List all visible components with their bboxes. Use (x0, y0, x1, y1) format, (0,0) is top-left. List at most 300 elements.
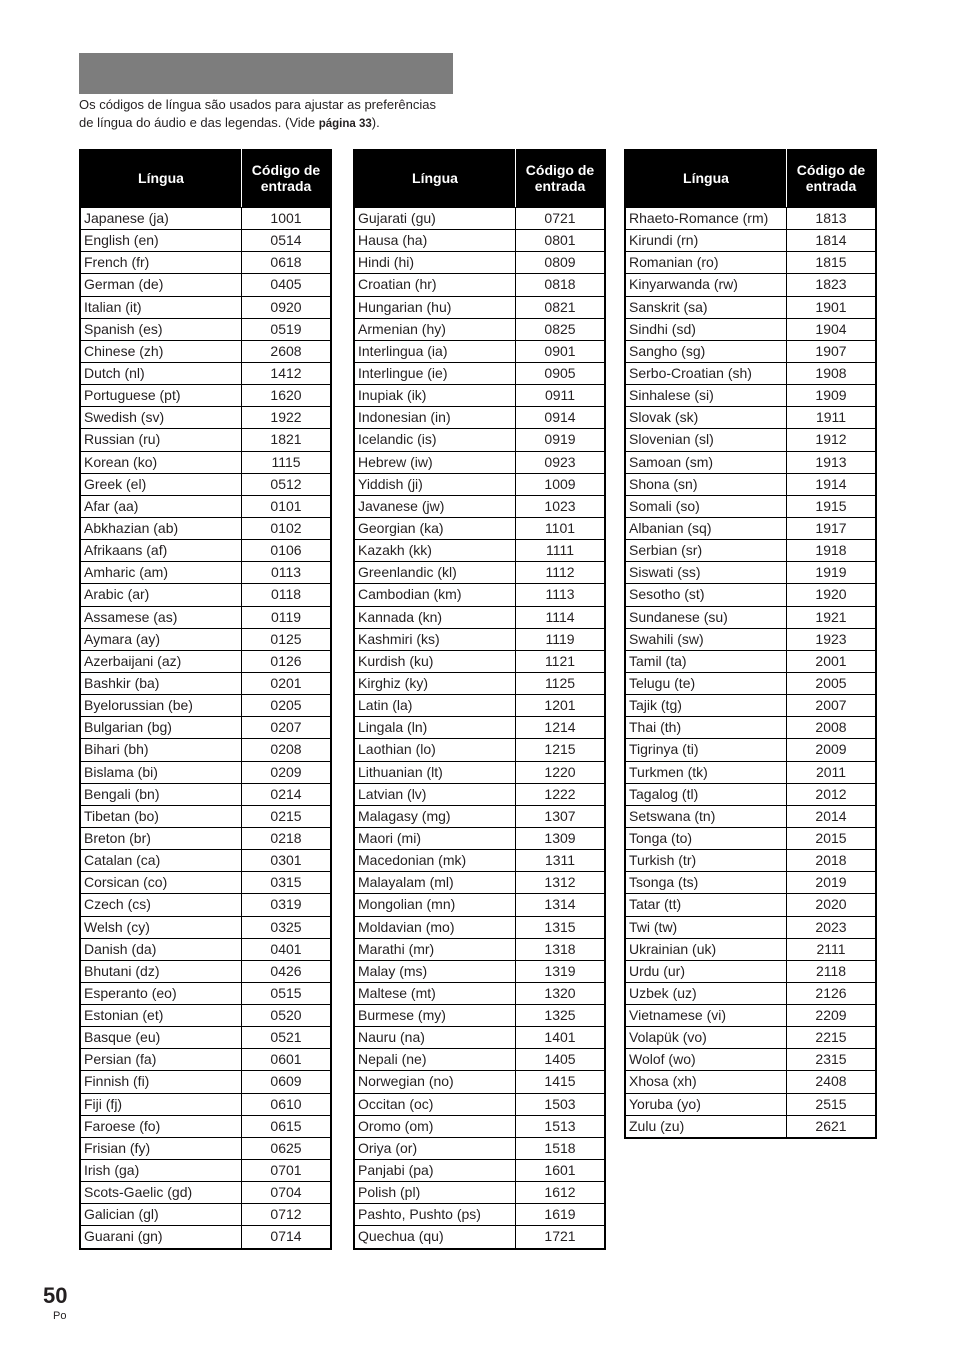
language-name: Kashmiri (ks) (358, 630, 440, 647)
language-code: 1309 (515, 828, 604, 849)
table-row (355, 1137, 604, 1159)
language-code: 1721 (515, 1226, 604, 1247)
language-name: Interlingua (ia) (358, 342, 448, 359)
language-name: Polish (pl) (358, 1184, 421, 1201)
language-name: Greenlandic (kl) (358, 564, 457, 581)
table-row (81, 1203, 330, 1225)
language-code: 1814 (786, 230, 875, 251)
language-name: Hungarian (hu) (358, 298, 452, 315)
intro-line-2-post: ). (371, 114, 380, 130)
language-code: 1315 (515, 917, 604, 938)
table-row (626, 960, 875, 982)
language-code: 0610 (241, 1094, 330, 1115)
language-name: Burmese (my) (358, 1007, 446, 1024)
language-name: Telugu (te) (629, 674, 696, 691)
language-code: 1314 (515, 894, 604, 915)
table-row (355, 1159, 604, 1181)
language-name: Yiddish (ji) (358, 475, 423, 492)
table-row (626, 473, 875, 495)
language-name: Estonian (et) (84, 1007, 164, 1024)
language-name: Oromo (om) (358, 1117, 434, 1134)
language-name: Sindhi (sd) (629, 320, 696, 337)
language-name: Tsonga (ts) (629, 874, 699, 891)
table-row (355, 1093, 604, 1115)
language-code: 0315 (241, 872, 330, 893)
language-name: Basque (eu) (84, 1029, 161, 1046)
language-name: Kirghiz (ky) (358, 674, 429, 691)
table-row (355, 960, 604, 982)
table-row (355, 1181, 604, 1203)
language-code: 1911 (786, 407, 875, 428)
language-code: 0901 (515, 341, 604, 362)
language-name: Tamil (ta) (629, 652, 687, 669)
language-code: 1121 (515, 651, 604, 672)
language-name: Serbian (sr) (629, 542, 703, 559)
table-row (81, 1159, 330, 1181)
language-code: 1113 (515, 584, 604, 605)
table-row (81, 1093, 330, 1115)
language-code: 0208 (241, 739, 330, 760)
language-name: Norwegian (no) (358, 1073, 454, 1090)
table-row (626, 1115, 875, 1137)
language-code: 0905 (515, 363, 604, 384)
language-name: Thai (th) (629, 719, 682, 736)
language-name: Czech (cs) (84, 896, 151, 913)
language-name: Indonesian (in) (358, 409, 451, 426)
table-row (355, 273, 604, 295)
table-row (355, 207, 604, 229)
language-code: 1913 (786, 452, 875, 473)
language-code: 1917 (786, 518, 875, 539)
table-row (355, 318, 604, 340)
table-row (355, 916, 604, 938)
language-name: Kazakh (kk) (358, 542, 432, 559)
language-code: 2621 (786, 1116, 875, 1137)
language-code: 1311 (515, 850, 604, 871)
table-row (81, 827, 330, 849)
language-code: 0818 (515, 274, 604, 295)
language-name: Nauru (na) (358, 1029, 425, 1046)
table-header (81, 149, 330, 207)
table-row (81, 340, 330, 362)
language-name: Malayalam (ml) (358, 874, 454, 891)
table-row (81, 716, 330, 738)
language-name: Aymara (ay) (84, 630, 160, 647)
table-row (81, 694, 330, 716)
language-name: Turkish (tr) (629, 852, 697, 869)
language-code: 2005 (786, 673, 875, 694)
language-name: Quechua (qu) (358, 1228, 444, 1245)
language-name: Tonga (to) (629, 829, 693, 846)
language-name: Faroese (fo) (84, 1117, 161, 1134)
language-name: Malay (ms) (358, 962, 428, 979)
language-name: Persian (fa) (84, 1051, 157, 1068)
language-code: 1620 (241, 385, 330, 406)
table-row (81, 207, 330, 229)
table-row (626, 672, 875, 694)
table-row (81, 1137, 330, 1159)
language-name: Tibetan (bo) (84, 807, 159, 824)
language-name: Bulgarian (bg) (84, 719, 172, 736)
column-header-language: Língua (138, 170, 184, 186)
language-code: 0401 (241, 939, 330, 960)
language-code: 1919 (786, 562, 875, 583)
language-name: Vietnamese (vi) (629, 1007, 727, 1024)
table-row (81, 628, 330, 650)
language-code: 1513 (515, 1116, 604, 1137)
table-row (81, 849, 330, 871)
language-code: 1415 (515, 1071, 604, 1092)
language-code: 2023 (786, 917, 875, 938)
language-name: Lithuanian (lt) (358, 763, 443, 780)
table-row (626, 938, 875, 960)
language-name: Setswana (tn) (629, 807, 716, 824)
language-code: 2515 (786, 1094, 875, 1115)
language-code: 2020 (786, 894, 875, 915)
table-row (81, 871, 330, 893)
language-name: Japanese (ja) (84, 210, 169, 226)
language-name: Fiji (fj) (84, 1095, 123, 1112)
language-code: 0618 (241, 252, 330, 273)
language-name: Maori (mi) (358, 829, 421, 846)
table-row (81, 428, 330, 450)
language-name: Malagasy (mg) (358, 807, 451, 824)
language-code: 2408 (786, 1071, 875, 1092)
language-name: Romanian (ro) (629, 254, 719, 271)
language-code: 1220 (515, 762, 604, 783)
column-header-language: Língua (412, 170, 458, 186)
table-row (626, 207, 875, 229)
table-row (626, 340, 875, 362)
table-row (626, 318, 875, 340)
table-row (626, 738, 875, 760)
table-row (626, 428, 875, 450)
language-name: Kirundi (rn) (629, 232, 699, 249)
language-name: Abkhazian (ab) (84, 519, 179, 536)
language-name: Swedish (sv) (84, 409, 165, 426)
language-name: Somali (so) (629, 497, 700, 514)
table-row (81, 738, 330, 760)
column-header-language: Língua (683, 170, 729, 186)
table-row (81, 783, 330, 805)
language-name: Spanish (es) (84, 320, 163, 337)
language-code: 1319 (515, 961, 604, 982)
language-name: Afrikaans (af) (84, 542, 168, 559)
language-name: Shona (sn) (629, 475, 698, 492)
table-header (626, 149, 875, 207)
table-row (355, 738, 604, 760)
language-name: Uzbek (uz) (629, 984, 697, 1001)
table-row (81, 517, 330, 539)
language-code: 0521 (241, 1027, 330, 1048)
table-row (355, 672, 604, 694)
table-row (355, 362, 604, 384)
language-name: Portuguese (pt) (84, 387, 181, 404)
language-code: 2315 (786, 1049, 875, 1070)
language-code: 1612 (515, 1182, 604, 1203)
language-name: Greek (el) (84, 475, 147, 492)
language-name: Sanskrit (sa) (629, 298, 708, 315)
table-row (81, 938, 330, 960)
table-row (81, 761, 330, 783)
language-name: Finnish (fi) (84, 1073, 150, 1090)
table-row (355, 495, 604, 517)
language-code: 0609 (241, 1071, 330, 1092)
table-row (626, 495, 875, 517)
language-code: 0102 (241, 518, 330, 539)
table-row (626, 1026, 875, 1048)
table-row (626, 628, 875, 650)
language-name: English (en) (84, 232, 159, 249)
language-name: Macedonian (mk) (358, 852, 467, 869)
table-row (81, 251, 330, 273)
table-row (81, 451, 330, 473)
table-row (355, 428, 604, 450)
language-name: Bengali (bn) (84, 785, 160, 802)
table-row (355, 716, 604, 738)
page-reference: página 33 (318, 117, 372, 130)
language-code: 1922 (241, 407, 330, 428)
table-row (81, 916, 330, 938)
language-name: Bislama (bi) (84, 763, 158, 780)
table-row (355, 871, 604, 893)
language-name: Irish (ga) (84, 1162, 140, 1179)
language-name: Maltese (mt) (358, 984, 436, 1001)
table-row (81, 539, 330, 561)
language-code: 2126 (786, 983, 875, 1004)
language-name: Icelandic (is) (358, 431, 437, 448)
language-name: Tagalog (tl) (629, 785, 699, 802)
column-header-code: Código de entrada (241, 149, 330, 207)
language-code: 1115 (241, 452, 330, 473)
language-name: Catalan (ca) (84, 852, 161, 869)
language-code: 0209 (241, 762, 330, 783)
table-row (355, 761, 604, 783)
language-name: Serbo-Croatian (sh) (629, 364, 752, 381)
language-name: Xhosa (xh) (629, 1073, 697, 1090)
language-name: Dutch (nl) (84, 364, 145, 381)
language-code: 0712 (241, 1204, 330, 1225)
language-name: Hausa (ha) (358, 232, 428, 249)
table-row (626, 650, 875, 672)
table-row (81, 982, 330, 1004)
language-name: Croatian (hr) (358, 276, 437, 293)
language-name: Bashkir (ba) (84, 674, 160, 691)
table-header (355, 149, 604, 207)
table-row (81, 384, 330, 406)
language-code: 2608 (241, 341, 330, 362)
language-name: Byelorussian (be) (84, 697, 193, 714)
language-name: Albanian (sq) (629, 519, 712, 536)
language-code: 1813 (786, 208, 875, 229)
language-name: Swahili (sw) (629, 630, 704, 647)
table-row (81, 805, 330, 827)
language-code: 0809 (515, 252, 604, 273)
language-code: 1215 (515, 739, 604, 760)
language-code: 0601 (241, 1049, 330, 1070)
language-code: 2008 (786, 717, 875, 738)
language-code: 1914 (786, 474, 875, 495)
language-name: Tatar (tt) (629, 896, 682, 913)
language-code: 0919 (515, 429, 604, 450)
language-name: Sesotho (st) (629, 586, 705, 603)
table-row (626, 849, 875, 871)
language-code: 0319 (241, 894, 330, 915)
language-name: Samoan (sm) (629, 453, 714, 470)
language-name: Cambodian (km) (358, 586, 462, 603)
language-code: 0825 (515, 319, 604, 340)
language-name: Afar (aa) (84, 497, 139, 514)
language-code: 2209 (786, 1005, 875, 1026)
table-row (355, 982, 604, 1004)
language-code: 0721 (515, 208, 604, 229)
language-code: 1909 (786, 385, 875, 406)
language-name: Bhutani (dz) (84, 962, 160, 979)
language-code: 2018 (786, 850, 875, 871)
table-row (355, 384, 604, 406)
table-row (81, 606, 330, 628)
language-code: 1923 (786, 629, 875, 650)
language-code: 1325 (515, 1005, 604, 1026)
language-code: 0801 (515, 230, 604, 251)
language-code: 1318 (515, 939, 604, 960)
language-code: 0625 (241, 1138, 330, 1159)
table-row (355, 296, 604, 318)
language-name: Zulu (zu) (629, 1117, 685, 1134)
language-code: 1125 (515, 673, 604, 694)
language-code: 1518 (515, 1138, 604, 1159)
language-code: 1101 (515, 518, 604, 539)
language-name: Italian (it) (84, 298, 142, 315)
language-name: Georgian (ka) (358, 519, 444, 536)
intro-line-1: Os códigos de língua são usados para ajustar as preferências (79, 97, 436, 112)
language-name: Inupiak (ik) (358, 387, 427, 404)
language-code: 2118 (786, 961, 875, 982)
table-row (81, 1181, 330, 1203)
table-row (355, 1203, 604, 1225)
table-row (626, 384, 875, 406)
language-name: Kinyarwanda (rw) (629, 276, 738, 293)
intro-line-2 (79, 114, 469, 134)
language-name: Corsican (co) (84, 874, 168, 891)
language-code: 1201 (515, 695, 604, 716)
language-name: Nepali (ne) (358, 1051, 427, 1068)
intro-line-2-pre: de língua do áudio e das legendas. (Vide (79, 114, 319, 130)
language-code: 1823 (786, 274, 875, 295)
table-row (626, 406, 875, 428)
language-code: 1307 (515, 806, 604, 827)
language-code: 0207 (241, 717, 330, 738)
language-name: Chinese (zh) (84, 342, 164, 359)
table-row (626, 362, 875, 384)
language-name: Pashto, Pushto (ps) (358, 1206, 481, 1223)
language-code: 1921 (786, 607, 875, 628)
language-code: 1222 (515, 784, 604, 805)
language-code: 1920 (786, 584, 875, 605)
language-name: Volapük (vo) (629, 1029, 707, 1046)
language-code: 1412 (241, 363, 330, 384)
table-row (81, 1048, 330, 1070)
language-code: 1503 (515, 1094, 604, 1115)
language-code-table-2 (353, 149, 606, 1250)
language-code: 0701 (241, 1160, 330, 1181)
table-row (626, 694, 875, 716)
language-name: Sangho (sg) (629, 342, 706, 359)
table-row (81, 960, 330, 982)
language-name: Rhaeto-Romance (rm) (629, 210, 769, 226)
language-code: 1023 (515, 496, 604, 517)
table-row (355, 893, 604, 915)
language-code: 1405 (515, 1049, 604, 1070)
language-name: Sinhalese (si) (629, 387, 714, 404)
language-name: Moldavian (mo) (358, 918, 455, 935)
table-row (355, 1048, 604, 1070)
table-row (355, 561, 604, 583)
language-name: Tajik (tg) (629, 697, 682, 714)
language-name: Amharic (am) (84, 564, 169, 581)
language-code: 0515 (241, 983, 330, 1004)
language-code: 1907 (786, 341, 875, 362)
language-code: 0821 (515, 297, 604, 318)
language-code: 1904 (786, 319, 875, 340)
table-row (626, 761, 875, 783)
language-code: 0426 (241, 961, 330, 982)
table-row (626, 827, 875, 849)
language-name: Galician (gl) (84, 1206, 159, 1223)
language-name: Turkmen (tk) (629, 763, 708, 780)
language-code: 2215 (786, 1027, 875, 1048)
language-code: 1401 (515, 1027, 604, 1048)
language-code: 1915 (786, 496, 875, 517)
table-row (81, 273, 330, 295)
table-row (81, 672, 330, 694)
language-name: Panjabi (pa) (358, 1162, 434, 1179)
table-row (355, 849, 604, 871)
table-row (355, 406, 604, 428)
language-code: 0301 (241, 850, 330, 871)
table-row (355, 1026, 604, 1048)
language-name: Mongolian (mn) (358, 896, 456, 913)
language-code: 1918 (786, 540, 875, 561)
table-row (355, 340, 604, 362)
language-name: Russian (ru) (84, 431, 161, 448)
page-language-code: Po (53, 1310, 67, 1322)
table-row (626, 229, 875, 251)
language-name: Oriya (or) (358, 1139, 418, 1156)
language-name: Ukrainian (uk) (629, 940, 717, 957)
language-name: Twi (tw) (629, 918, 678, 935)
table-row (81, 362, 330, 384)
language-code-table-1 (79, 149, 332, 1250)
language-code: 2019 (786, 872, 875, 893)
table-row (355, 583, 604, 605)
table-row (81, 650, 330, 672)
language-code: 1908 (786, 363, 875, 384)
table-row (355, 517, 604, 539)
table-row (626, 805, 875, 827)
language-name: Slovak (sk) (629, 409, 699, 426)
table-row (81, 406, 330, 428)
language-code: 0215 (241, 806, 330, 827)
language-code: 0201 (241, 673, 330, 694)
language-name: Marathi (mr) (358, 940, 435, 957)
language-code: 0519 (241, 319, 330, 340)
table-row (81, 893, 330, 915)
language-code: 2111 (786, 939, 875, 960)
language-code: 1312 (515, 872, 604, 893)
table-row (355, 229, 604, 251)
language-name: Latin (la) (358, 697, 413, 714)
